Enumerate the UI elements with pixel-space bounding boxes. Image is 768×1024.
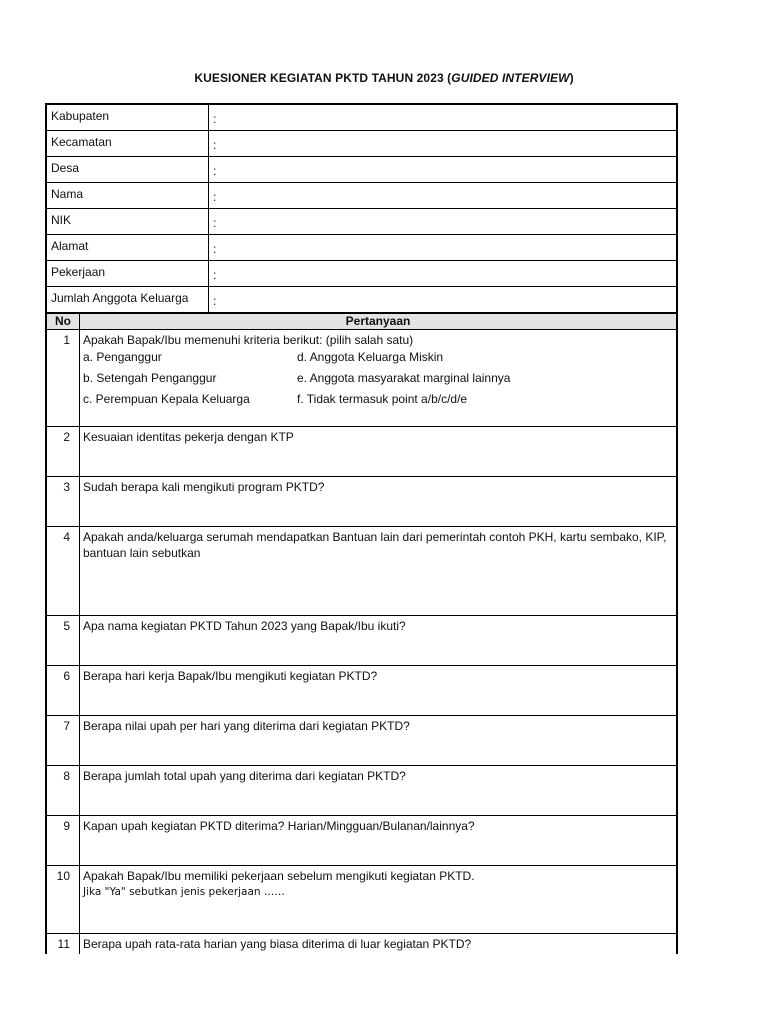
question-text: Apakah anda/keluarga serumah mendapatkan Bantuan lain dari pemerintah contoh PKH, kartu sembako, KIP, bantuan lain sebutkan [80, 527, 678, 616]
option-item[interactable]: e. Anggota masyarakat marginal lainnya [297, 371, 511, 385]
identity-label: Pekerjaan [46, 261, 209, 287]
identity-row [46, 261, 677, 287]
column-header-question: Pertanyaan [80, 313, 678, 330]
identity-row [46, 131, 677, 157]
identity-value-field[interactable]: : [209, 183, 678, 209]
question-number: 3 [46, 477, 80, 527]
identity-table [45, 103, 678, 314]
question-row[interactable] [46, 766, 677, 816]
question-row[interactable] [46, 866, 677, 934]
title-end-text: ) [569, 71, 574, 85]
column-header-no: No [46, 313, 80, 330]
question-row[interactable] [46, 527, 677, 616]
question-row[interactable] [46, 427, 677, 477]
question-number: 11 [46, 934, 80, 955]
question-header-row [46, 313, 677, 330]
question-row[interactable] [46, 666, 677, 716]
question-text: Apakah Bapak/Ibu memenuhi kriteria berikut: (pilih salah satu) [83, 333, 414, 347]
question-row[interactable] [46, 477, 677, 527]
document-title [0, 71, 768, 85]
question-number: 10 [46, 866, 80, 934]
question-row[interactable] [46, 934, 677, 955]
identity-label: Nama [46, 183, 209, 209]
identity-label: Jumlah Anggota Keluarga [46, 287, 209, 314]
question-text: Apa nama kegiatan PKTD Tahun 2023 yang Bapak/Ibu ikuti? [80, 616, 678, 666]
question-number: 1 [46, 330, 80, 427]
identity-label: Kabupaten [46, 104, 209, 131]
question-table [45, 312, 678, 954]
identity-row [46, 183, 677, 209]
question-row[interactable] [46, 616, 677, 666]
question-text: Berapa hari kerja Bapak/Ibu mengikuti kegiatan PKTD? [80, 666, 678, 716]
option-item[interactable]: a. Penganggur [83, 350, 162, 364]
option-item[interactable]: b. Setengah Penganggur [83, 371, 217, 385]
option-item[interactable]: f. Tidak termasuk point a/b/c/d/e [297, 392, 468, 406]
question-row[interactable] [46, 330, 677, 427]
option-list [83, 349, 673, 407]
identity-row [46, 235, 677, 261]
identity-label: NIK [46, 209, 209, 235]
question-text: Apakah Bapak/Ibu memiliki pekerjaan sebelum mengikuti kegiatan PKTD. [83, 869, 475, 883]
question-number: 9 [46, 816, 80, 866]
question-cell [80, 330, 678, 427]
identity-row [46, 287, 677, 314]
question-text: Kapan upah kegiatan PKTD diterima? Harian/Mingguan/Bulanan/lainnya? [80, 816, 678, 866]
title-italic-text: GUIDED INTERVIEW [451, 71, 570, 85]
identity-value-field[interactable]: : [209, 104, 678, 131]
title-text: KUESIONER KEGIATAN PKTD TAHUN 2023 ( [194, 71, 452, 85]
question-text: Berapa jumlah total upah yang diterima dari kegiatan PKTD? [80, 766, 678, 816]
option-item[interactable]: d. Anggota Keluarga Miskin [297, 350, 444, 364]
question-text: Berapa upah rata-rata harian yang biasa diterima di luar kegiatan PKTD? [83, 937, 472, 951]
identity-value-field[interactable]: : [209, 131, 678, 157]
question-row[interactable] [46, 816, 677, 866]
question-number: 8 [46, 766, 80, 816]
identity-label: Kecamatan [46, 131, 209, 157]
identity-label: Alamat [46, 235, 209, 261]
identity-value-field[interactable]: : [209, 235, 678, 261]
identity-value-field[interactable]: : [209, 157, 678, 183]
question-number: 5 [46, 616, 80, 666]
identity-row [46, 209, 677, 235]
question-number: 2 [46, 427, 80, 477]
question-number: 4 [46, 527, 80, 616]
identity-row [46, 104, 677, 131]
identity-label: Desa [46, 157, 209, 183]
identity-value-field[interactable]: : [209, 261, 678, 287]
question-subtext: Jika "Ya" sebutkan jenis pekerjaan …… [83, 886, 285, 898]
option-item[interactable]: c. Perempuan Kepala Keluarga [83, 392, 250, 406]
question-cell [80, 866, 678, 934]
question-text: Berapa nilai upah per hari yang diterima dari kegiatan PKTD? [80, 716, 678, 766]
question-number: 7 [46, 716, 80, 766]
identity-value-field[interactable]: : [209, 209, 678, 235]
identity-value-field[interactable]: : [213, 294, 217, 308]
question-text: Kesuaian identitas pekerja dengan KTP [80, 427, 678, 477]
question-number: 6 [46, 666, 80, 716]
identity-row [46, 157, 677, 183]
question-text: Sudah berapa kali mengikuti program PKTD? [80, 477, 678, 527]
question-row[interactable] [46, 716, 677, 766]
